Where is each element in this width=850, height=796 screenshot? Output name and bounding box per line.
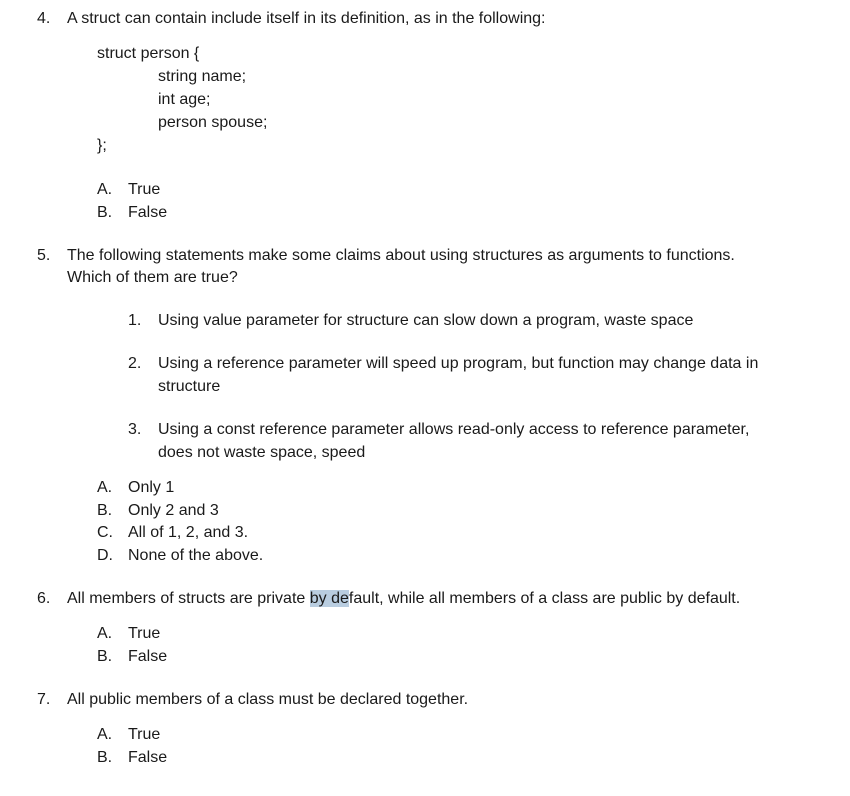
option-text: True xyxy=(128,181,161,198)
question-text: The following statements make some claims about using structures as arguments to functions. xyxy=(67,247,735,264)
question-number: 6. xyxy=(37,590,51,607)
code-line: int age; xyxy=(158,91,211,108)
option-letter: A. xyxy=(97,479,113,496)
question-text-part: All members of structs are private xyxy=(67,590,310,607)
option-text: None of the above. xyxy=(128,547,264,564)
option-text: False xyxy=(128,648,168,665)
claim-text: does not waste space, speed xyxy=(158,444,366,461)
question-number: 4. xyxy=(37,10,51,27)
code-line: struct person { xyxy=(97,45,200,62)
option-letter: B. xyxy=(97,749,113,766)
code-line: string name; xyxy=(158,68,247,85)
option-text: False xyxy=(128,749,168,766)
question-number: 5. xyxy=(37,247,51,264)
question-text: A struct can contain include itself in its definition, as in the following: xyxy=(67,10,546,27)
code-line: person spouse; xyxy=(158,114,268,131)
option-letter: A. xyxy=(97,625,113,642)
question-number: 7. xyxy=(37,691,51,708)
option-text: Only 2 and 3 xyxy=(128,502,219,519)
option-letter: A. xyxy=(97,181,113,198)
claim-number: 2. xyxy=(128,355,142,372)
option-letter: C. xyxy=(97,524,113,541)
option-letter: B. xyxy=(97,502,113,519)
claim-number: 3. xyxy=(128,421,142,438)
claim-text: structure xyxy=(158,378,221,395)
option-text: All of 1, 2, and 3. xyxy=(128,524,249,541)
text-selection-highlight: by de xyxy=(309,590,349,607)
option-text: Only 1 xyxy=(128,479,175,496)
option-letter: B. xyxy=(97,204,113,221)
option-letter: A. xyxy=(97,726,113,743)
claim-text: Using a const reference parameter allows read-only access to reference parameter, xyxy=(158,421,750,438)
code-line: }; xyxy=(97,137,107,154)
option-text: True xyxy=(128,625,161,642)
claim-text: Using value parameter for structure can slow down a program, waste space xyxy=(158,312,694,329)
claim-text: Using a reference parameter will speed up program, but function may change data in xyxy=(158,355,759,372)
question-text: Which of them are true? xyxy=(67,269,238,286)
option-letter: D. xyxy=(97,547,113,564)
question-text-part: fault, while all members of a class are public by default. xyxy=(348,590,741,607)
question-text: All public members of a class must be declared together. xyxy=(67,691,469,708)
option-letter: B. xyxy=(97,648,113,665)
claim-number: 1. xyxy=(128,312,142,329)
question-text xyxy=(67,589,740,609)
option-text: True xyxy=(128,726,161,743)
option-text: False xyxy=(128,204,168,221)
